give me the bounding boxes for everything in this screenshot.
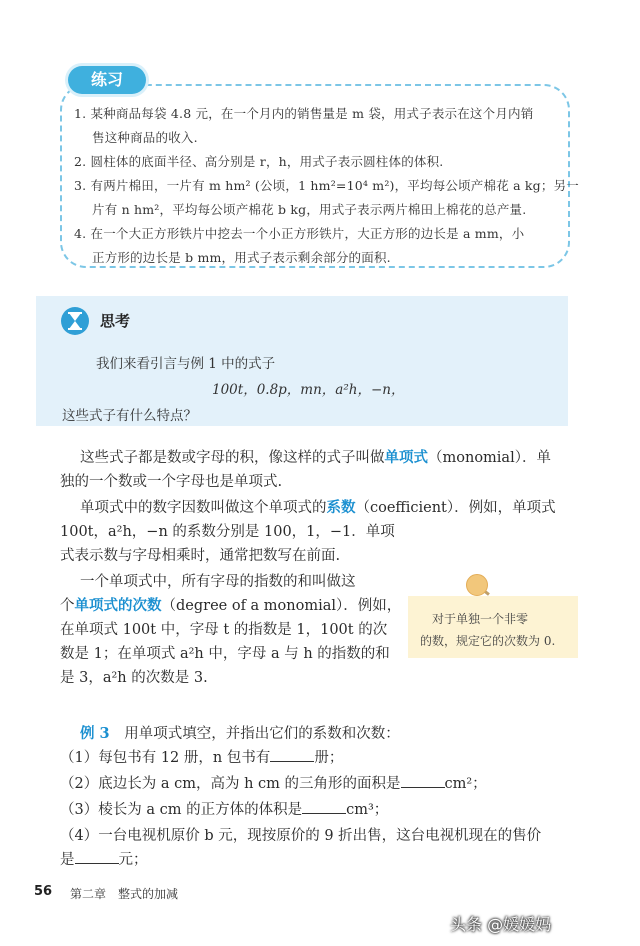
body-line — [80, 446, 551, 467]
note-line: 对于单独一个非零 — [432, 612, 529, 626]
body-line: 是 3，a²h 的次数是 3. — [60, 670, 208, 686]
body-text: （monomial）．单 — [428, 450, 551, 466]
answer-blank[interactable] — [270, 749, 314, 762]
body-line: 独的一个数或一个字母也是单项式. — [60, 474, 283, 490]
example3-question — [60, 848, 148, 869]
example3-question — [60, 772, 487, 793]
question-text: cm³； — [346, 802, 389, 818]
question-text: 是 — [60, 852, 75, 868]
body-line: 100t，a²h，−n 的系数分别是 100，1，−1．单项 — [60, 524, 395, 540]
body-text: 个 — [60, 598, 75, 614]
question-text: cm²； — [444, 776, 487, 792]
body-text: （coefficient）．例如，单项式 — [355, 500, 556, 516]
example3-heading — [80, 722, 400, 743]
question-text: 册； — [314, 750, 344, 766]
body-text: （degree of a monomial）．例如， — [161, 598, 402, 614]
exercise-line: 正方形的边长是 b mm，用式子表示剩余部分的面积. — [92, 250, 391, 265]
exercise-line: 3. 有两片棉田，一片有 m hm² (公顷，1 hm²=10⁴ m²)，平均每公顷产棉花 a kg；另一 — [74, 178, 579, 193]
example3-question — [60, 798, 388, 819]
body-line: 数是 1；在单项式 a²h 中，字母 a 与 h 的指数的和 — [60, 646, 390, 662]
body-line — [60, 594, 401, 615]
page-number: 56 — [34, 884, 53, 899]
exercise-line: 2. 圆柱体的底面半径、高分别是 r，h，用式子表示圆柱体的体积. — [74, 154, 444, 169]
keyword-coefficient: 系数 — [326, 499, 356, 516]
exercise-line: 片有 n hm²，平均每公顷产棉花 b kg，用式子表示两片棉田上棉花的总产量. — [92, 202, 527, 217]
chapter-title: 第二章 整式的加减 — [70, 887, 179, 901]
question-text: （3）棱长为 a cm 的正方体的体积是 — [60, 802, 303, 818]
exercise-line: 售这种商品的收入. — [92, 130, 198, 145]
keyword-degree: 单项式的次数 — [74, 597, 162, 614]
body-line: 在单项式 100t 中，字母 t 的指数是 1，100t 的次 — [60, 622, 388, 638]
exercise-line: 1. 某种商品每袋 4.8 元，在一个月内的销售量是 m 袋，用式子表示在这个月内销 — [74, 106, 534, 121]
think-expressions: 100t，0.8p，mn，a²h，−n， — [212, 382, 405, 398]
answer-blank[interactable] — [401, 775, 445, 788]
hourglass-icon — [60, 306, 90, 336]
body-text: 这些式子都是数或字母的积，像这样的式子叫做 — [80, 450, 385, 466]
answer-blank[interactable] — [75, 851, 119, 864]
note-line: 的数，规定它的次数为 0. — [420, 634, 556, 648]
watermark: 头条 @媛媛妈 — [450, 915, 552, 934]
think-title: 思考 — [100, 312, 131, 330]
question-text: （1）每包书有 12 册，n 包书有 — [60, 750, 271, 766]
body-line: 式表示数与字母相乘时，通常把数写在前面. — [60, 548, 341, 564]
pin-head-icon — [466, 574, 488, 596]
body-text: 单项式中的数字因数叫做这个单项式的 — [80, 500, 327, 516]
body-line: 一个单项式中，所有字母的指数的和叫做这 — [80, 574, 356, 590]
example3-question — [60, 746, 343, 767]
body-line — [80, 496, 556, 517]
question-text: （2）底边长为 a cm，高为 h cm 的三角形的面积是 — [60, 776, 401, 792]
answer-blank[interactable] — [302, 801, 346, 814]
exercise-line: 4. 在一个大正方形铁片中挖去一个小正方形铁片，大正方形的边长是 a mm，小 — [74, 226, 525, 241]
question-text: 元； — [118, 852, 148, 868]
exercise-tag: 练习 — [68, 66, 146, 94]
think-line: 我们来看引言与例 1 中的式子 — [96, 356, 276, 372]
example3-intro: 用单项式填空，并指出它们的系数和次数： — [124, 726, 400, 742]
keyword-monomial: 单项式 — [384, 449, 428, 466]
example3-question: （4）一台电视机原价 b 元，现按原价的 9 折出售，这台电视机现在的售价 — [60, 828, 542, 844]
example3-label: 例 3 — [80, 725, 110, 742]
think-line: 这些式子有什么特点？ — [62, 408, 197, 424]
